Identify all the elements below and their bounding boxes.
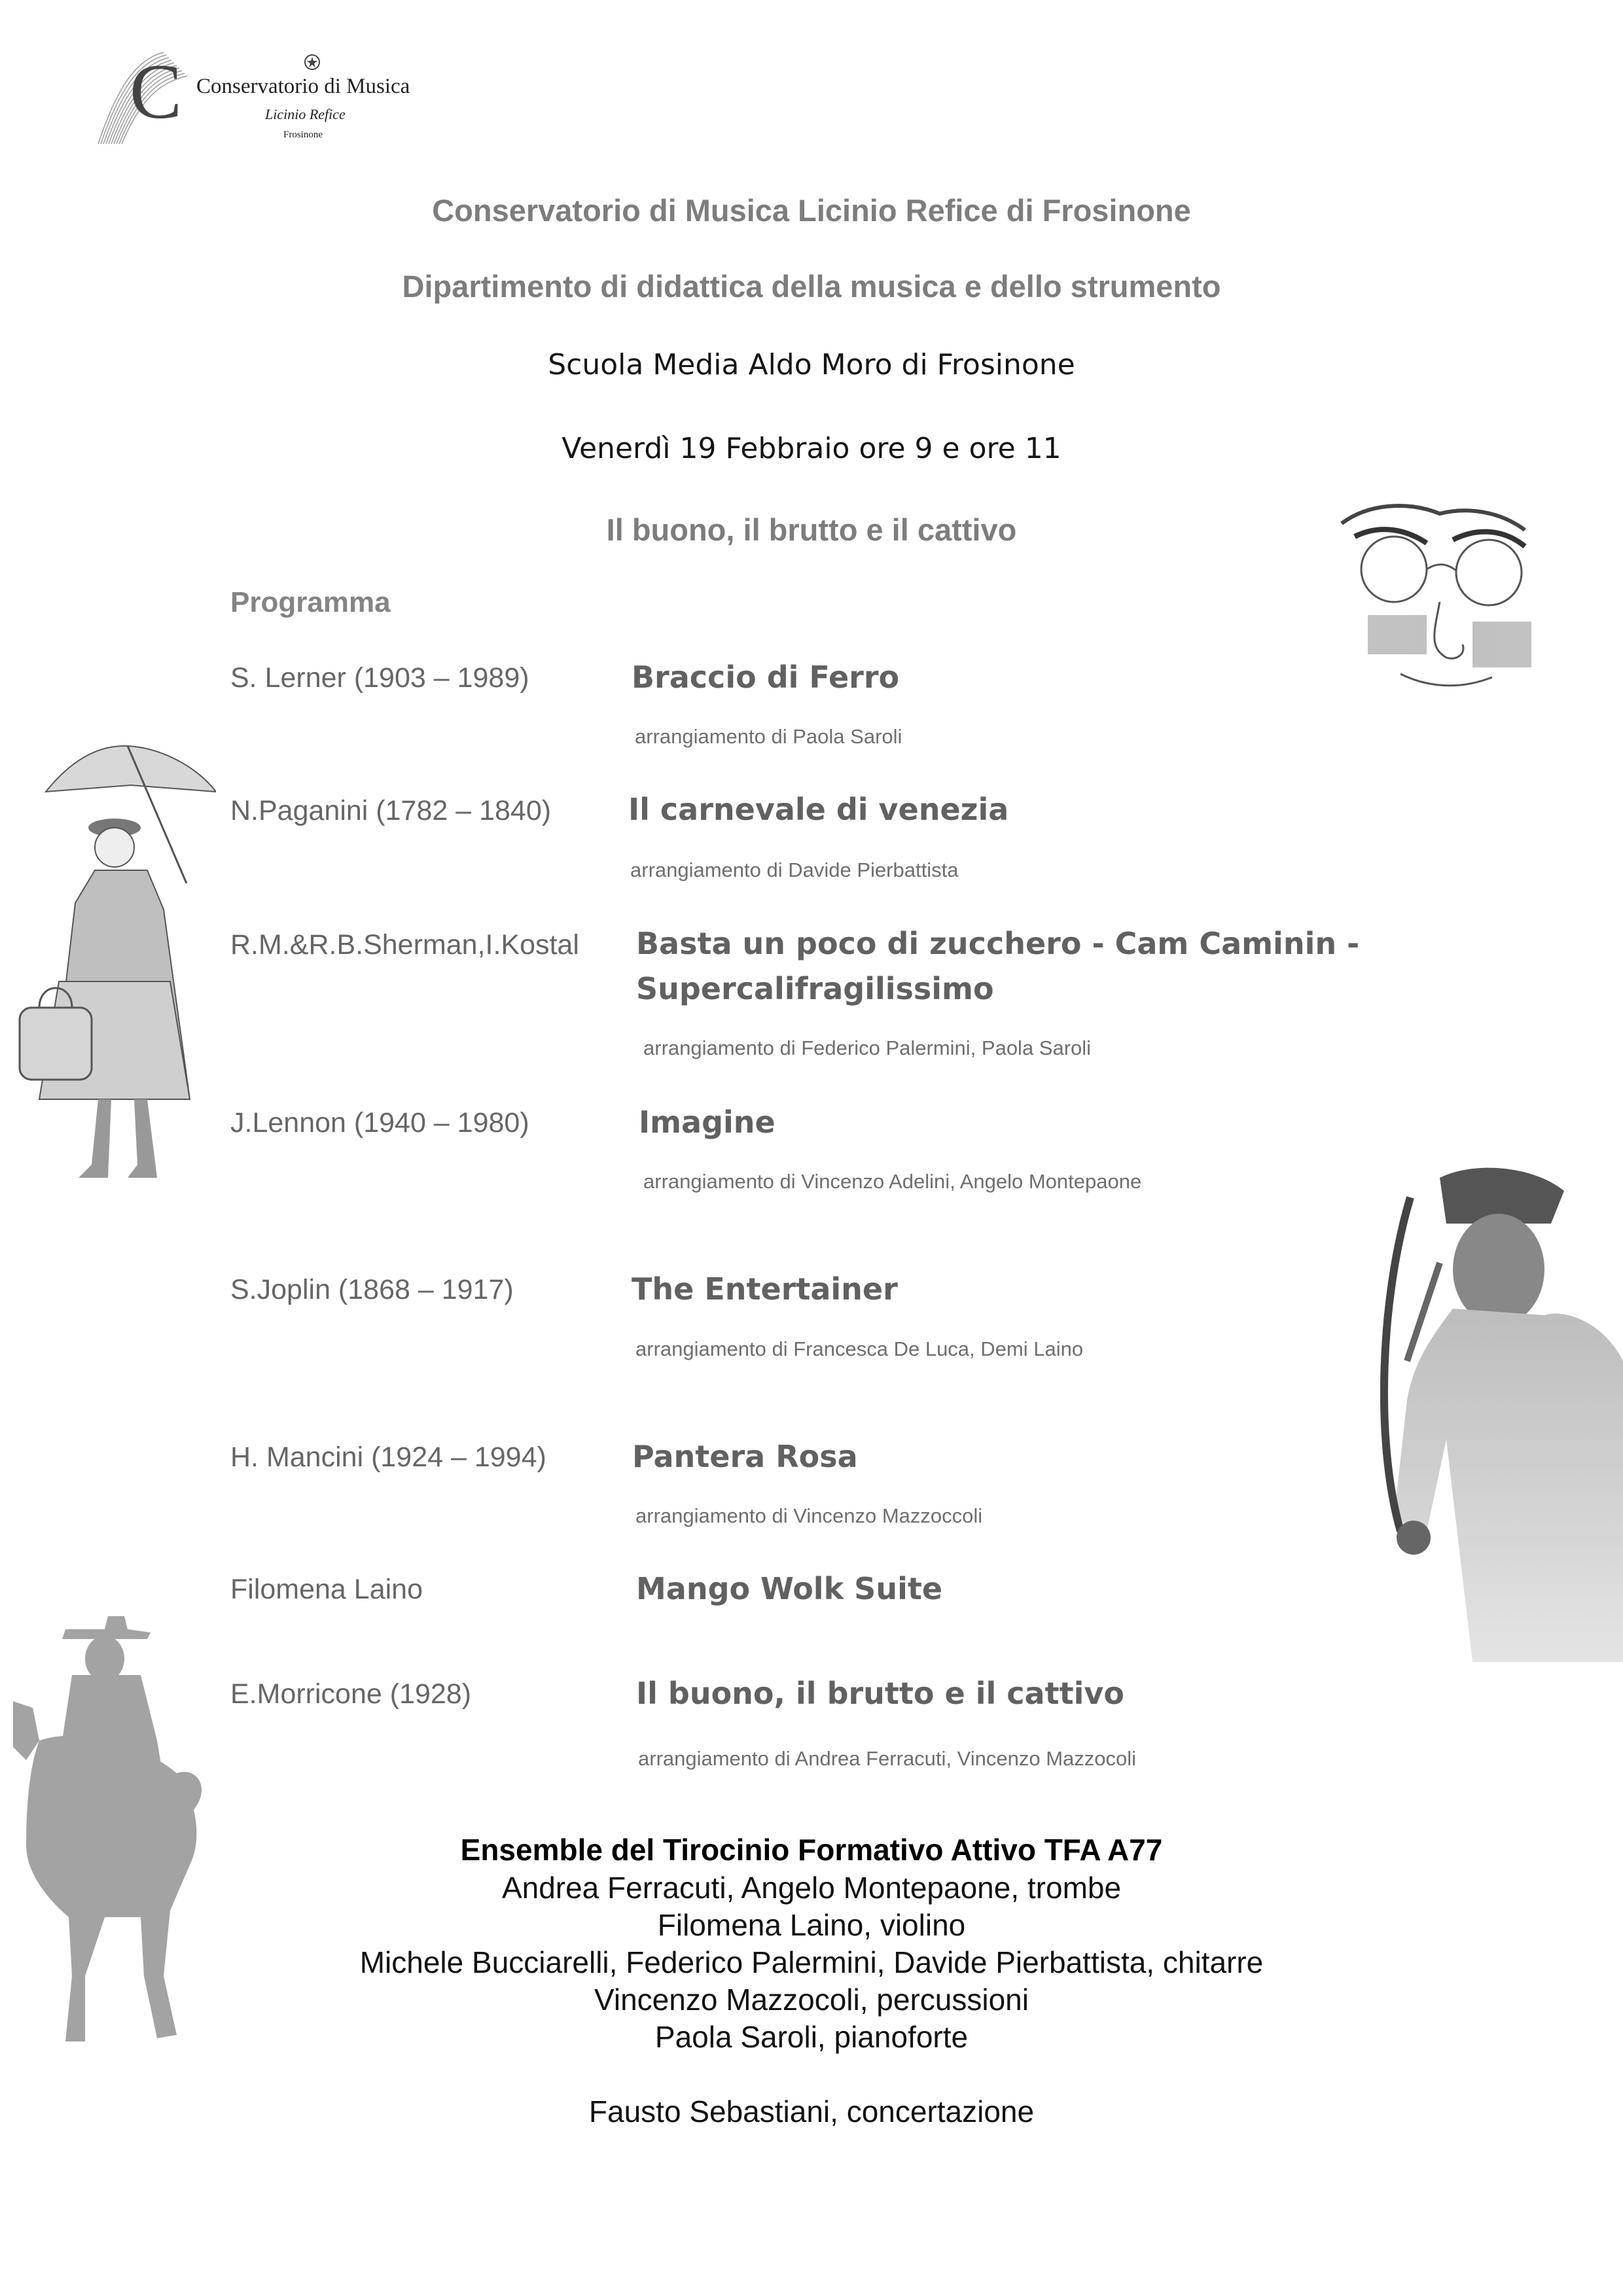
composer: E.Morricone (1928) <box>230 1678 472 1710</box>
department-title: Dipartimento di didattica della musica e dello strumento <box>402 269 1221 304</box>
event-date: Venerdì 19 Febbraio ore 9 e ore 11 <box>562 432 1061 465</box>
piece-title: Imagine <box>639 1104 776 1140</box>
ensemble-member: Filomena Laino, violino <box>657 1908 966 1942</box>
arrangement: arrangiamento di Francesca De Luca, Demi Laino <box>635 1337 1084 1360</box>
arrangement: arrangiamento di Andrea Ferracuti, Vincenzo Mazzocoli <box>638 1747 1137 1770</box>
piece-title: Il carnevale di venezia <box>628 792 1009 827</box>
pirate-icon <box>1368 1165 1623 1662</box>
ensemble-member: Vincenzo Mazzocoli, percussioni <box>594 1983 1029 2017</box>
arrangement: arrangiamento di Federico Palermini, Paola Saroli <box>643 1036 1092 1059</box>
composer: Filomena Laino <box>230 1574 423 1605</box>
mary-poppins-icon <box>13 733 216 1191</box>
ensemble-title: Ensemble del Tirocinio Formativo Attivo TFA A77 <box>460 1833 1163 1867</box>
ensemble-member: Andrea Ferracuti, Angelo Montepaone, trombe <box>501 1871 1122 1905</box>
svg-text:C: C <box>130 48 183 135</box>
logo-city: Frosinone <box>283 130 323 140</box>
cowboy-silhouette-icon <box>0 1610 216 2068</box>
arrangement: arrangiamento di Vincenzo Adelini, Angelo Montepaone <box>643 1170 1142 1193</box>
arrangement: arrangiamento di Davide Pierbattista <box>630 858 959 881</box>
logo-mark-icon <box>92 46 203 150</box>
logo <box>92 46 445 157</box>
emblem-icon <box>302 52 322 72</box>
piece-title: Pantera Rosa <box>632 1439 858 1474</box>
composer: R.M.&R.B.Sherman,I.Kostal <box>230 929 579 961</box>
composer: N.Paganini (1782 – 1840) <box>230 795 552 826</box>
logo-name: Conservatorio di Musica <box>196 75 410 98</box>
conductor: Fausto Sebastiani, concertazione <box>588 2094 1035 2128</box>
composer: J.Lennon (1940 – 1980) <box>230 1107 529 1139</box>
program-heading: Programma <box>230 586 391 618</box>
ensemble-member: Paola Saroli, pianoforte <box>654 2020 969 2054</box>
composer: H. Mancini (1924 – 1994) <box>230 1441 546 1473</box>
logo-subname: Licinio Refice <box>265 106 346 122</box>
arrangement: arrangiamento di Vincenzo Mazzoccoli <box>635 1504 983 1527</box>
lennon-sketch-icon <box>1329 497 1544 707</box>
ensemble-member: Michele Bucciarelli, Federico Palermini, Davide Pierbattista, chitarre <box>359 1945 1264 1979</box>
arrangement: arrangiamento di Paola Saroli <box>635 725 902 748</box>
composer: S. Lerner (1903 – 1989) <box>230 662 529 694</box>
piece-title-line2: Supercalifragilissimo <box>636 971 994 1006</box>
institution-title: Conservatorio di Musica Licinio Refice di Frosinone <box>432 193 1191 228</box>
piece-title: Mango Wolk Suite <box>636 1571 943 1606</box>
piece-title: Il buono, il brutto e il cattivo <box>636 1676 1124 1711</box>
school-name: Scuola Media Aldo Moro di Frosinone <box>548 348 1075 381</box>
composer: S.Joplin (1868 – 1917) <box>230 1274 514 1305</box>
piece-title: Braccio di Ferro <box>632 660 900 695</box>
piece-title: Basta un poco di zucchero - Cam Caminin - <box>636 926 1360 961</box>
piece-title: The Entertainer <box>632 1271 898 1307</box>
concert-title: Il buono, il brutto e il cattivo <box>606 512 1017 547</box>
